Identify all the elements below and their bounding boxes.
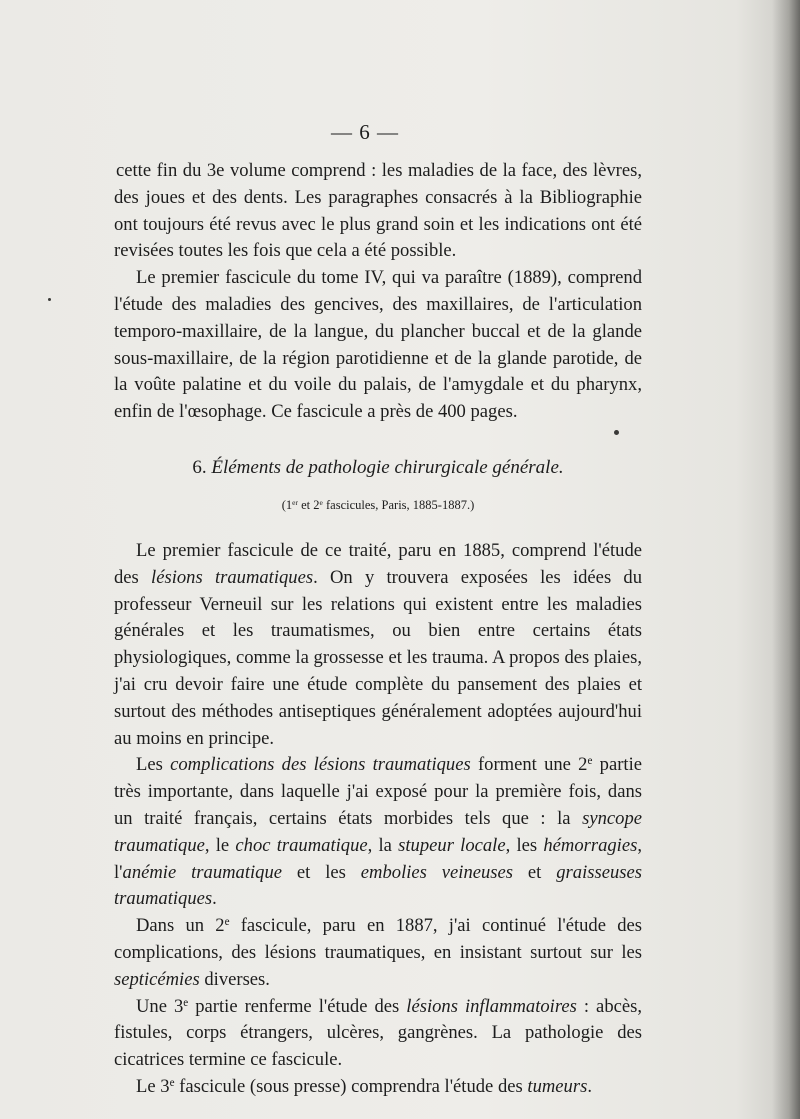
- paragraph-fascicule-2: Dans un 2e fascicule, paru en 1887, j'ai continué l'étude des complications, des lésions traumatiques, en insistant surtout sur les septicémies diverses.: [114, 915, 642, 990]
- section-heading: [114, 455, 642, 481]
- paragraph-complications: Les complications des lésions traumatiques forment une 2e partie très importante, dans laquelle j'ai exposé pour la première fois, dans un traité français, certains états morbides tels que : la syncope traumatique, le choc traumatique, la stupeur locale, les hémorragies, l'anémie traumatique et les embolies veineuses et graisseuses traumatiques.: [114, 754, 642, 910]
- ink-speck: [48, 298, 51, 301]
- main-text-block: [114, 538, 642, 1101]
- paragraph-fascicule-3: Le 3e fascicule (sous presse) comprendra l'étude des tumeurs.: [136, 1075, 592, 1097]
- page-edge-shadow: [772, 0, 800, 1119]
- section-title: Éléments de pathologie chirurgicale générale.: [211, 457, 564, 478]
- page-number: — 6 —: [331, 120, 399, 144]
- paragraph-volume-3: cette fin du 3e volume comprend : les maladies de la face, des lèvres, des joues et des dents. Les paragraphes consacrés à la Bibliographie ont toujours été revus avec le plus grand soin et les indications ont été revisées toutes les fois que cela a été possible.: [114, 160, 642, 262]
- paragraph-fascicule-1: Le premier fascicule de ce traité, paru en 1885, comprend l'étude des lésions traumatiques. On y trouvera exposées les idées du professeur Verneuil sur les relations qui existent entre les maladies générales et les traumatismes, ou bien entre certains états physiologiques, comme la grossesse et les trauma. A propos des plaies, j'ai cru devoir faire une étude complète du pansement des plaies et surtout des méthodes antiseptiques généralement adoptées aujourd'hui au moins en principe.: [114, 540, 643, 749]
- paragraph-partie-3: Une 3e partie renferme l'étude des lésions inflammatoires : abcès, fistules, corps étrangers, ulcères, gangrènes. La pathologie des cicatrices termine ce fascicule.: [114, 995, 642, 1071]
- ink-speck: [614, 430, 619, 435]
- paragraph-tome-4: Le premier fascicule du tome IV, qui va paraître (1889), comprend l'étude des maladies des gencives, des maxillaires, de l'articulation temporo-maxillaire, de la langue, du plancher buccal et de la glande sous-maxillaire, de la région parotidienne et de la glande parotide, de la voûte palatine et du voile du palais, de l'amygdale et du pharynx, enfin de l'œsophage. Ce fascicule a près de 400 pages.: [114, 267, 642, 423]
- top-text-block: [114, 158, 642, 426]
- section-subtitle: (1er et 2e fascicules, Paris, 1885-1887.): [281, 497, 475, 512]
- section-number: 6.: [192, 457, 207, 478]
